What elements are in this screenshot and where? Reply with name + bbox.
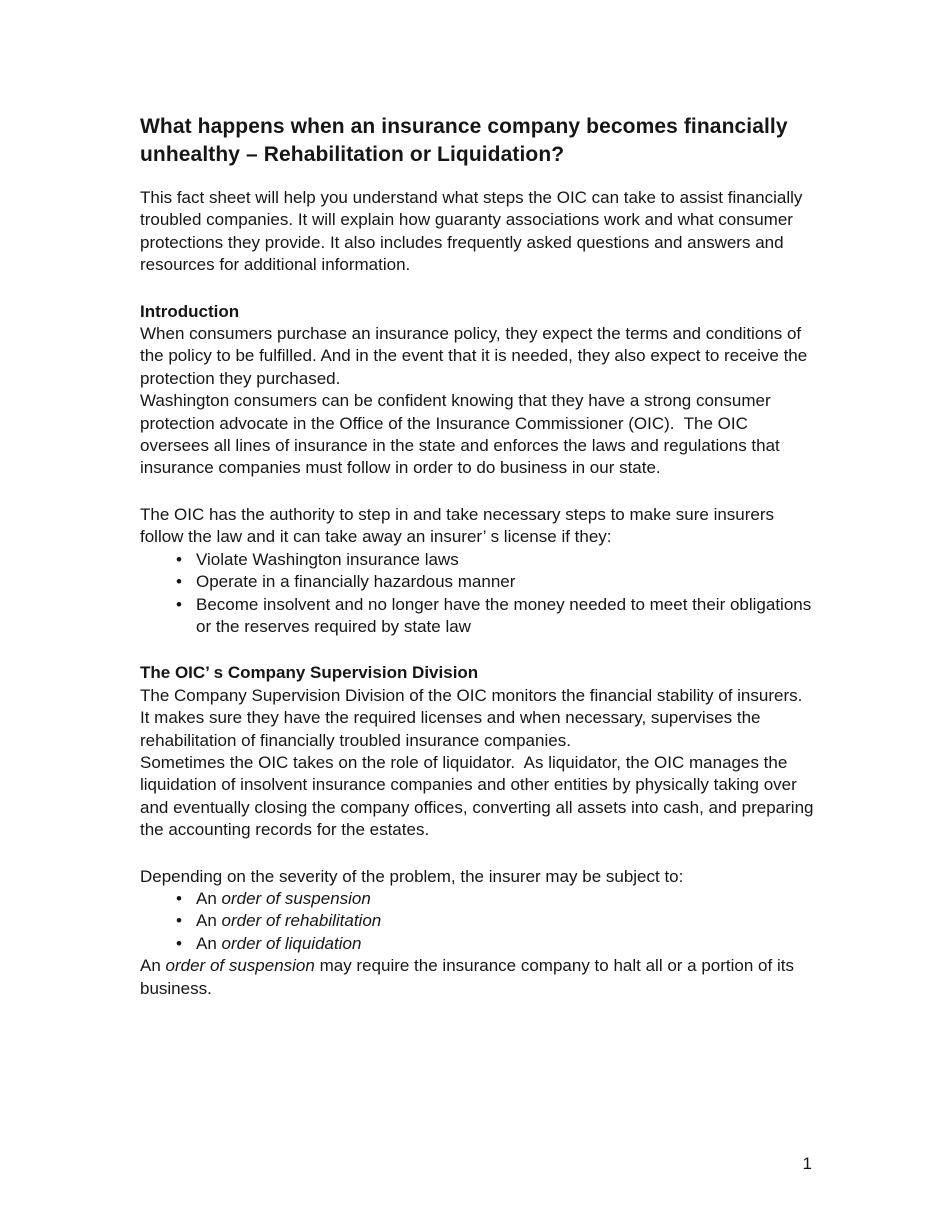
bullet-item-text (196, 888, 816, 910)
section-heading-company-supervision: The OIC’ s Company Supervision Division (140, 663, 479, 683)
bullet-icon: • (176, 911, 182, 931)
page-number: 1 (802, 1154, 812, 1173)
document-content (140, 113, 819, 1000)
bullet-icon: • (176, 594, 182, 614)
list-item (140, 910, 816, 932)
bullet-item-text (196, 910, 816, 932)
bullet-italic-term: order of suspension (221, 888, 371, 908)
paragraph-segment: may require the insurance company to halt all or a portion of its business. (140, 956, 799, 998)
bullet-prefix: An (196, 888, 222, 908)
bullet-prefix: An (196, 911, 222, 931)
section-introduction (140, 301, 816, 391)
supervision-paragraph-1: The Company Supervision Division of the OIC monitors the financial stability of insurers. It makes sure they have the required licenses and when necessary, supervises the rehabilitation of financially troubled insurance companies. (140, 685, 808, 750)
bullet-item-text: Become insolvent and no longer have the money needed to meet their obligations or the reserves required by state law (196, 594, 816, 636)
bullet-icon: • (176, 933, 182, 953)
section-heading-introduction: Introduction (140, 301, 240, 321)
authority-bullet-list (140, 549, 816, 639)
severity-paragraph: Depending on the severity of the problem, the insurer may be subject to: (140, 866, 684, 886)
page-title-line-2: unhealthy – Rehabilitation or Liquidation? (140, 143, 565, 166)
paragraph-italic-term: order of suspension (165, 956, 315, 976)
page-title-line-1: What happens when an insurance company becomes financially (140, 115, 788, 138)
lead-paragraph: This fact sheet will help you understand what steps the OIC can take to assist financially troubled companies. It will explain how guaranty associations work and what consumer protections they provide. It also includes frequently asked questions and answers and resources for additional information. (140, 188, 808, 275)
order-bullet-list (140, 888, 816, 955)
bullet-icon: • (176, 572, 182, 592)
bullet-italic-term: order of rehabilitation (221, 911, 382, 931)
bullet-icon: • (176, 549, 182, 569)
bullet-prefix: An (196, 933, 222, 953)
list-item (140, 933, 816, 955)
suspension-definition-paragraph (140, 955, 816, 1000)
bullet-italic-term: order of liquidation (221, 933, 362, 953)
bullet-icon: • (176, 888, 182, 908)
introduction-paragraph-2: Washington consumers can be confident knowing that they have a strong consumer protection advocate in the Office of the Insurance Commissioner (OIC). The OIC oversees all lines of insurance in the state and enforces the laws and regulations that insurance companies must follow in order to do business in our state. (140, 391, 785, 478)
section-company-supervision (140, 662, 816, 752)
paragraph-segment: An (140, 956, 166, 976)
severity-block (140, 866, 816, 956)
list-item (140, 549, 816, 571)
list-item (140, 594, 816, 639)
bullet-item-text: Violate Washington insurance laws (196, 549, 459, 569)
bullet-item-text (196, 933, 816, 955)
bullet-item-text: Operate in a financially hazardous manner (196, 572, 516, 592)
introduction-paragraph-1: When consumers purchase an insurance policy, they expect the terms and conditions of the policy to be fulfilled. And in the event that it is needed, they also expect to receive the protection they purchased. (140, 324, 812, 388)
list-item (140, 888, 816, 910)
supervision-paragraph-2: Sometimes the OIC takes on the role of liquidator. As liquidator, the OIC manages the liquidation of insolvent insurance companies and other entities by physically taking over and eventually closing the company offices, converting all assets into cash, and preparing the accounting records for the estates. (140, 752, 819, 840)
list-item (140, 571, 816, 593)
page-title (140, 113, 816, 169)
authority-paragraph: The OIC has the authority to step in and take necessary steps to make sure insurers follow the law and it can take away an insurer’ s license if they: (140, 504, 779, 547)
authority-block (140, 504, 816, 638)
